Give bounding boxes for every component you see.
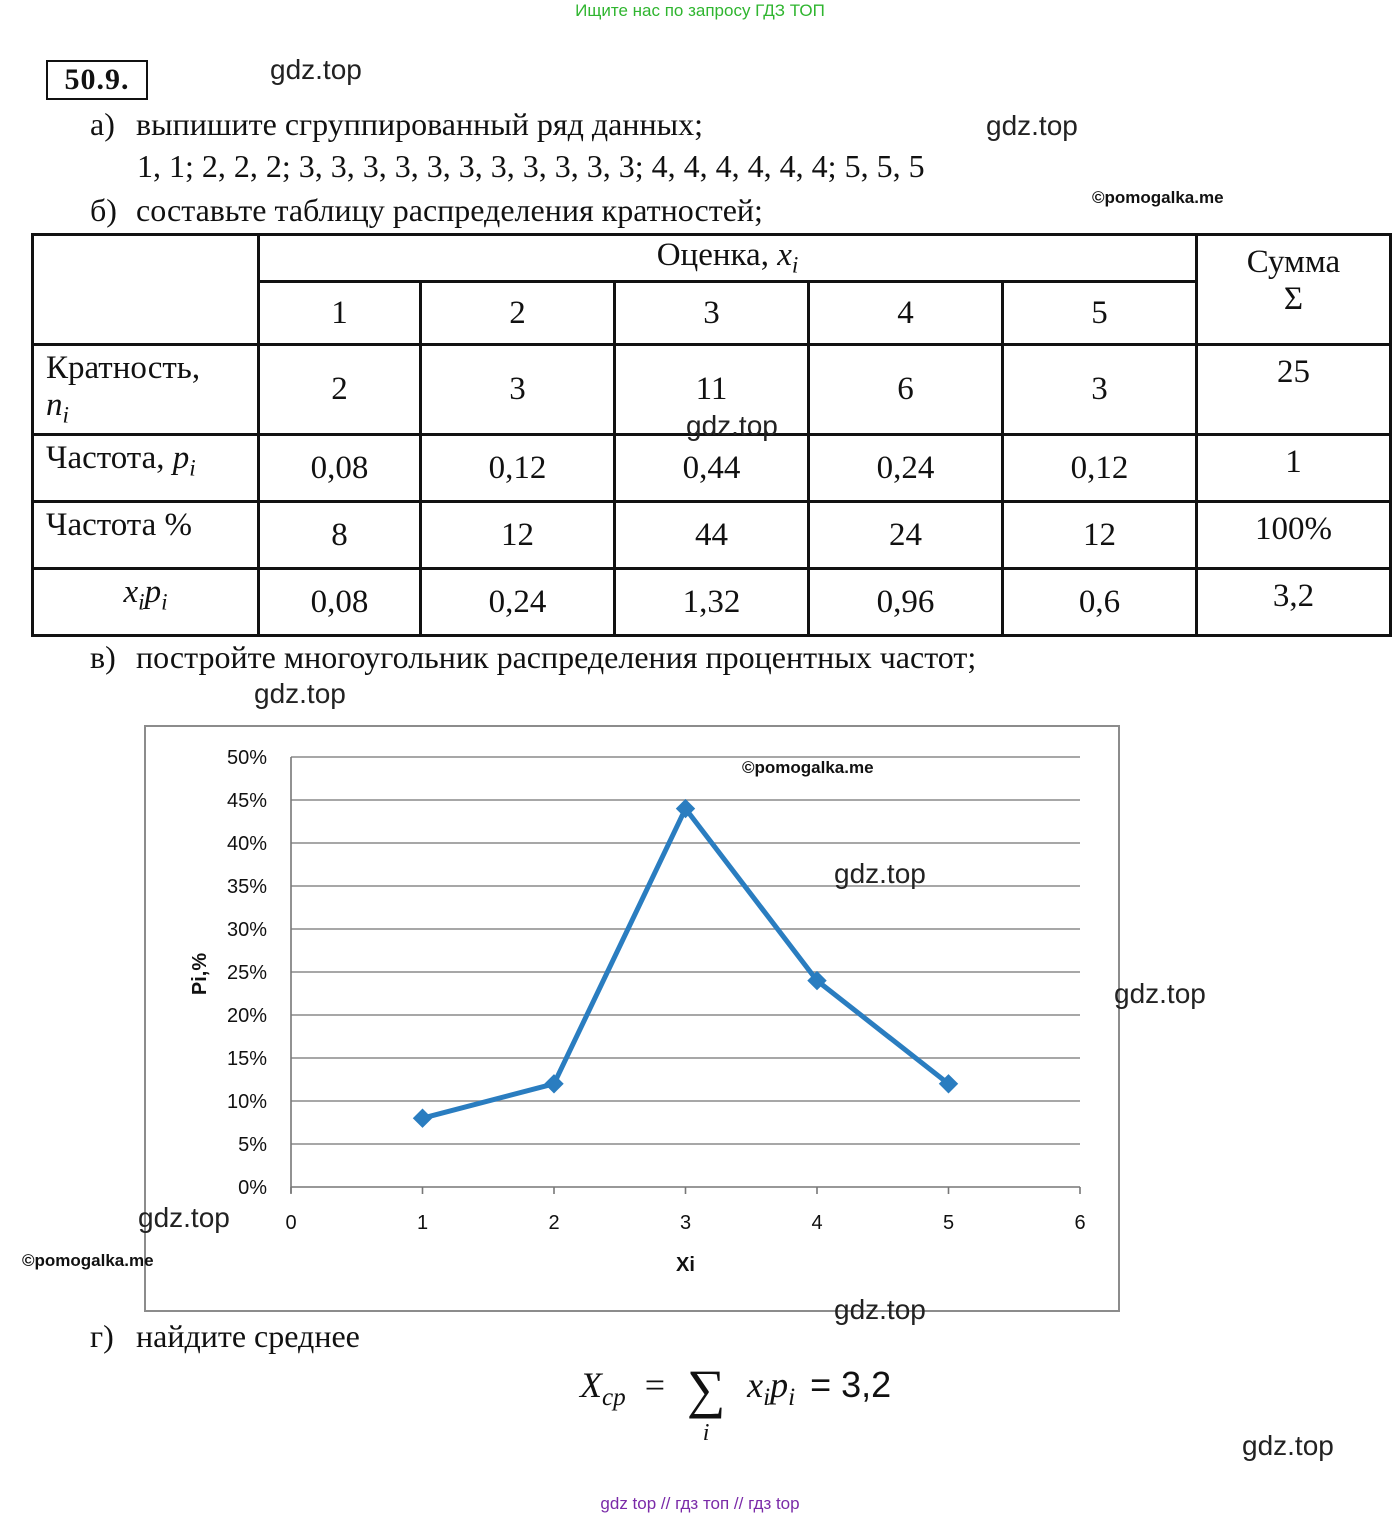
- grade-cell: 4: [809, 282, 1003, 345]
- problem-number: 50.9.: [46, 60, 148, 100]
- polygon-chart: [144, 725, 1120, 1312]
- y-tick-label: 15%: [226, 1048, 267, 1070]
- sigma-symbol: Σ: [1283, 281, 1304, 317]
- watermark-pomogalka: ©pomogalka.me: [1092, 188, 1224, 207]
- x-tick-label: 3: [679, 1212, 692, 1234]
- watermark-gdz: gdz.top: [1114, 978, 1206, 1009]
- sum-cell: 1: [1197, 435, 1391, 502]
- data-point-marker: [414, 1109, 432, 1127]
- mean-formula: $X_{ср}$ = ∑ i $x_ip_i = 3,2$: [580, 1359, 892, 1446]
- table-cell: 0,6: [1003, 569, 1197, 636]
- table-row: [33, 502, 1391, 569]
- task-c-text: постройте многоугольник распределения процентных частот;: [136, 639, 977, 675]
- grade-cell: 3: [615, 282, 809, 345]
- chart-svg: [146, 727, 1118, 1310]
- header-grade: [259, 235, 1197, 282]
- y-tick-label: 5%: [238, 1134, 267, 1156]
- row-label-multiplicity: Кратность, $n_i$: [33, 345, 259, 435]
- x-tick-label: 6: [1074, 1212, 1086, 1234]
- sum-cell: 3,2: [1197, 569, 1391, 636]
- watermark-gdz: gdz.top: [1242, 1430, 1334, 1461]
- footer: gdz top // гдз топ // гдз top: [600, 1494, 800, 1513]
- y-axis-label: Pi,%: [189, 952, 211, 996]
- y-tick-label: 45%: [226, 790, 267, 812]
- y-tick-label: 35%: [226, 876, 267, 898]
- task-a-label: а): [90, 106, 115, 142]
- table-cell: 3: [1003, 345, 1197, 435]
- task-b-text: составьте таблицу распределения кратностей;: [136, 192, 763, 228]
- table-corner: [33, 235, 259, 345]
- table-cell: 0,12: [1003, 435, 1197, 502]
- task-b: [90, 192, 763, 229]
- formula-term: $x_ip_i$: [747, 1365, 796, 1412]
- table-cell: 24: [809, 502, 1003, 569]
- table-cell: 12: [1003, 502, 1197, 569]
- sum-cell: 100%: [1197, 502, 1391, 569]
- task-c-label: в): [90, 639, 116, 675]
- grouped-series: 1, 1; 2, 2, 2; 3, 3, 3, 3, 3, 3, 3, 3, 3, 3, 3; 4, 4, 4, 4, 4, 4; 5, 5, 5: [137, 148, 925, 184]
- table-cell: 0,08: [259, 435, 421, 502]
- task-c: [90, 639, 976, 676]
- x-tick-label: 4: [811, 1212, 823, 1234]
- table-cell: 0,44: [615, 435, 809, 502]
- watermark-gdz: gdz.top: [986, 110, 1078, 141]
- header-sum-label: Сумма: [1246, 244, 1341, 280]
- grade-cell: 1: [259, 282, 421, 345]
- y-tick-label: 10%: [226, 1091, 267, 1113]
- watermark-gdz: gdz.top: [834, 1294, 926, 1325]
- y-tick-label: 25%: [226, 962, 267, 984]
- task-a-text: выпишите сгруппированный ряд данных;: [136, 106, 703, 142]
- table-cell: 0,08: [259, 569, 421, 636]
- series-line: [423, 809, 949, 1119]
- task-d-text: найдите среднее: [136, 1318, 360, 1354]
- header-grade-label: Оценка,: [656, 237, 769, 274]
- x-tick-label: 5: [942, 1212, 955, 1234]
- x-tick-label: 1: [416, 1212, 429, 1234]
- table-cell: 3: [421, 345, 615, 435]
- x-tick-label: 0: [285, 1212, 297, 1234]
- header-grade-var: $x_i$: [777, 237, 799, 278]
- data-point-marker: [545, 1075, 563, 1093]
- row-label-percent: Частота %: [33, 502, 259, 569]
- table-cell: 0,12: [421, 435, 615, 502]
- task-a: [90, 106, 703, 143]
- table-cell: 44: [615, 502, 809, 569]
- x-axis-label: Xi: [676, 1254, 695, 1276]
- y-tick-label: 0%: [238, 1177, 267, 1199]
- table-cell: 12: [421, 502, 615, 569]
- task-b-label: б): [90, 192, 117, 228]
- header-sum: [1197, 235, 1391, 345]
- watermark-gdz: gdz.top: [254, 678, 346, 709]
- row-label-frequency: Частота, $p_i$: [33, 435, 259, 502]
- row-label-xipi: $x_ip_i$: [33, 569, 259, 636]
- table-row: [33, 435, 1391, 502]
- formula-lhs: $X_{ср}$: [580, 1365, 626, 1412]
- table-cell: 8: [259, 502, 421, 569]
- table-cell: 2: [259, 345, 421, 435]
- watermark-gdz: gdz.top: [138, 1202, 230, 1233]
- watermark-gdz: gdz.top: [270, 54, 362, 85]
- y-tick-label: 50%: [226, 747, 267, 769]
- table-row: [33, 569, 1391, 636]
- watermark-pomogalka: ©pomogalka.me: [22, 1251, 154, 1270]
- table-cell: 0,24: [421, 569, 615, 636]
- y-tick-label: 20%: [226, 1005, 267, 1027]
- formula-result: = 3,2: [810, 1364, 892, 1405]
- x-tick-label: 2: [548, 1212, 560, 1234]
- grade-cell: 5: [1003, 282, 1197, 345]
- table-cell: 11: [615, 345, 809, 435]
- table-cell: 6: [809, 345, 1003, 435]
- top-banner: Ищите нас по запросу ГДЗ ТОП: [575, 1, 825, 20]
- watermark-gdz: gdz.top: [686, 410, 778, 441]
- table-cell: 1,32: [615, 569, 809, 636]
- sum-cell: 25: [1197, 345, 1391, 435]
- watermark-pomogalka: ©pomogalka.me: [742, 758, 874, 777]
- grade-cell: 2: [421, 282, 615, 345]
- y-tick-label: 40%: [226, 833, 267, 855]
- task-d-label: г): [90, 1318, 114, 1354]
- watermark-gdz: gdz.top: [834, 858, 926, 889]
- table-cell: 0,96: [809, 569, 1003, 636]
- y-tick-label: 30%: [226, 919, 267, 941]
- task-d: [90, 1318, 360, 1355]
- table-cell: 0,24: [809, 435, 1003, 502]
- sigma-sum: ∑ i: [686, 1359, 726, 1446]
